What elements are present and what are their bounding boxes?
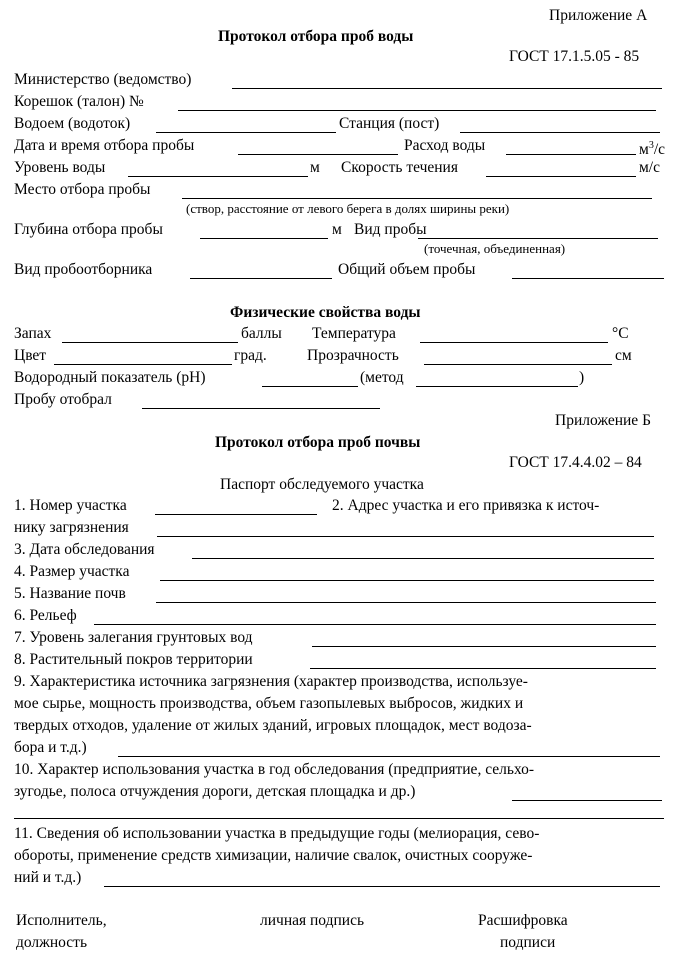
station-field[interactable] <box>460 132 660 133</box>
item-2-label-line2: нику загрязнения <box>14 519 129 536</box>
appendix-b-label: Приложение Б <box>555 412 651 429</box>
item-3-label: 3. Дата обследования <box>14 541 155 558</box>
item-9-label-line2: мое сырье, мощность производства, объем газопылевых выбросов, жидких и <box>14 695 524 712</box>
water-level-field[interactable] <box>128 176 308 177</box>
sample-type-field[interactable] <box>418 238 658 239</box>
flow-unit: $м^3/с$ <box>639 140 665 159</box>
water-protocol-title: Протокол отбора проб воды <box>218 28 414 45</box>
smell-unit: баллы <box>241 325 282 342</box>
item-5-label: 5. Название почв <box>14 585 126 602</box>
ministry-field[interactable] <box>232 88 662 89</box>
method-label: (метод <box>360 369 404 386</box>
method-field[interactable] <box>416 386 578 387</box>
item-4-field[interactable] <box>160 580 654 581</box>
item-1-label: 1. Номер участка <box>14 497 127 514</box>
item-8-field[interactable] <box>310 668 656 669</box>
sample-type-label: Вид пробы <box>354 221 427 238</box>
item-2-label-line1: 2. Адрес участка и его привязка к источ- <box>332 497 600 514</box>
current-speed-field[interactable] <box>486 176 636 177</box>
executor-label-line2: должность <box>16 934 88 951</box>
sampler-type-label: Вид пробоотборника <box>14 261 153 278</box>
item-7-label: 7. Уровень залегания грунтовых вод <box>14 629 253 646</box>
item-9-label-line4: бора и т.д.) <box>14 739 87 756</box>
item-1-field[interactable] <box>155 514 317 515</box>
stub-label: Корешок (талон) № <box>14 93 144 110</box>
item-10-label-line1: 10. Характер использования участка в год обследования (предприятие, сельхо- <box>14 761 535 778</box>
ph-label: Водородный показатель (рН) <box>14 369 206 386</box>
method-close: ) <box>579 369 585 386</box>
temperature-field[interactable] <box>420 342 608 343</box>
passport-heading: Паспорт обследуемого участка <box>220 476 424 493</box>
color-unit: град. <box>234 347 267 364</box>
water-level-label: Уровень воды <box>14 159 106 176</box>
temperature-unit: °С <box>612 325 629 342</box>
sampling-depth-label: Глубина отбора пробы <box>14 221 163 238</box>
item-11-field[interactable] <box>104 886 660 887</box>
item-10-label-line2: зугодье, полоса отчуждения дороги, детская площадка и др.) <box>14 783 416 800</box>
transparency-unit: см <box>615 347 632 364</box>
item-7-field[interactable] <box>312 646 656 647</box>
item-2-field[interactable] <box>157 536 654 537</box>
item-11-label-line3: ний и т.д.) <box>14 869 82 886</box>
flow-field[interactable] <box>506 154 636 155</box>
item-8-label: 8. Растительный покров территории <box>14 651 253 668</box>
ph-field[interactable] <box>262 386 358 387</box>
item-10-field[interactable] <box>512 800 662 801</box>
taken-by-label: Пробу отобрал <box>14 391 112 408</box>
soil-protocol-title: Протокол отбора проб почвы <box>215 434 421 451</box>
appendix-a-label: Приложение А <box>549 7 648 24</box>
water-gost: ГОСТ 17.1.5.05 - 85 <box>509 48 640 65</box>
date-time-field[interactable] <box>238 154 398 155</box>
item-9-label-line3: твердых отходов, удаление от жилых зданий, игровых площадок, мест водоза- <box>14 717 532 734</box>
item-6-label: 6. Рельеф <box>14 607 77 624</box>
soil-gost: ГОСТ 17.4.4.02 – 84 <box>509 454 642 471</box>
current-speed-unit: м/с <box>639 159 660 176</box>
item-5-field[interactable] <box>156 602 656 603</box>
stub-field[interactable] <box>178 110 656 111</box>
sample-type-hint: (точечная, объединенная) <box>424 241 566 256</box>
current-speed-label: Скорость течения <box>341 159 458 176</box>
taken-by-field[interactable] <box>142 408 380 409</box>
item-9-label-line1: 9. Характеристика источника загрязнения (характер производства, используе- <box>14 673 528 690</box>
decoding-label-line1: Расшифровка <box>478 912 568 929</box>
decoding-label-line2: подписи <box>500 934 556 951</box>
smell-field[interactable] <box>62 342 238 343</box>
total-volume-field[interactable] <box>512 278 664 279</box>
color-label: Цвет <box>14 347 47 364</box>
executor-label-line1: Исполнитель, <box>16 912 107 929</box>
ministry-label: Министерство (ведомство) <box>14 71 192 88</box>
transparency-field[interactable] <box>424 364 612 365</box>
item-3-field[interactable] <box>192 558 654 559</box>
total-volume-label: Общий объем пробы <box>338 261 476 278</box>
sampling-place-label: Место отбора пробы <box>14 181 151 198</box>
item-10-field-extra[interactable] <box>14 818 664 819</box>
sampler-type-field[interactable] <box>190 278 332 279</box>
physical-properties-heading: Физические свойства воды <box>230 304 421 321</box>
item-9-field[interactable] <box>118 756 660 757</box>
water-level-unit: м <box>310 159 320 176</box>
smell-label: Запах <box>14 325 52 342</box>
water-body-label: Водоем (водоток) <box>14 115 131 132</box>
item-11-label-line2: обороты, применение средств химизации, наличие свалок, очистных сооруже- <box>14 847 533 864</box>
item-6-field[interactable] <box>94 624 656 625</box>
temperature-label: Температура <box>312 325 396 342</box>
transparency-label: Прозрачность <box>307 347 399 364</box>
personal-signature-label: личная подпись <box>260 912 365 929</box>
color-field[interactable] <box>54 364 232 365</box>
sampling-depth-field[interactable] <box>200 238 328 239</box>
sampling-depth-unit: м <box>332 221 342 238</box>
flow-label: Расход воды <box>404 137 486 154</box>
date-time-label: Дата и время отбора пробы <box>14 137 195 154</box>
sampling-place-hint: (створ, расстояние от левого берега в долях ширины реки) <box>186 201 510 216</box>
station-label: Станция (пост) <box>339 115 440 132</box>
sampling-place-field[interactable] <box>182 198 652 199</box>
item-4-label: 4. Размер участка <box>14 563 130 580</box>
item-11-label-line1: 11. Сведения об использовании участка в предыдущие годы (мелиорация, сево- <box>14 825 540 842</box>
water-body-field[interactable] <box>156 132 336 133</box>
